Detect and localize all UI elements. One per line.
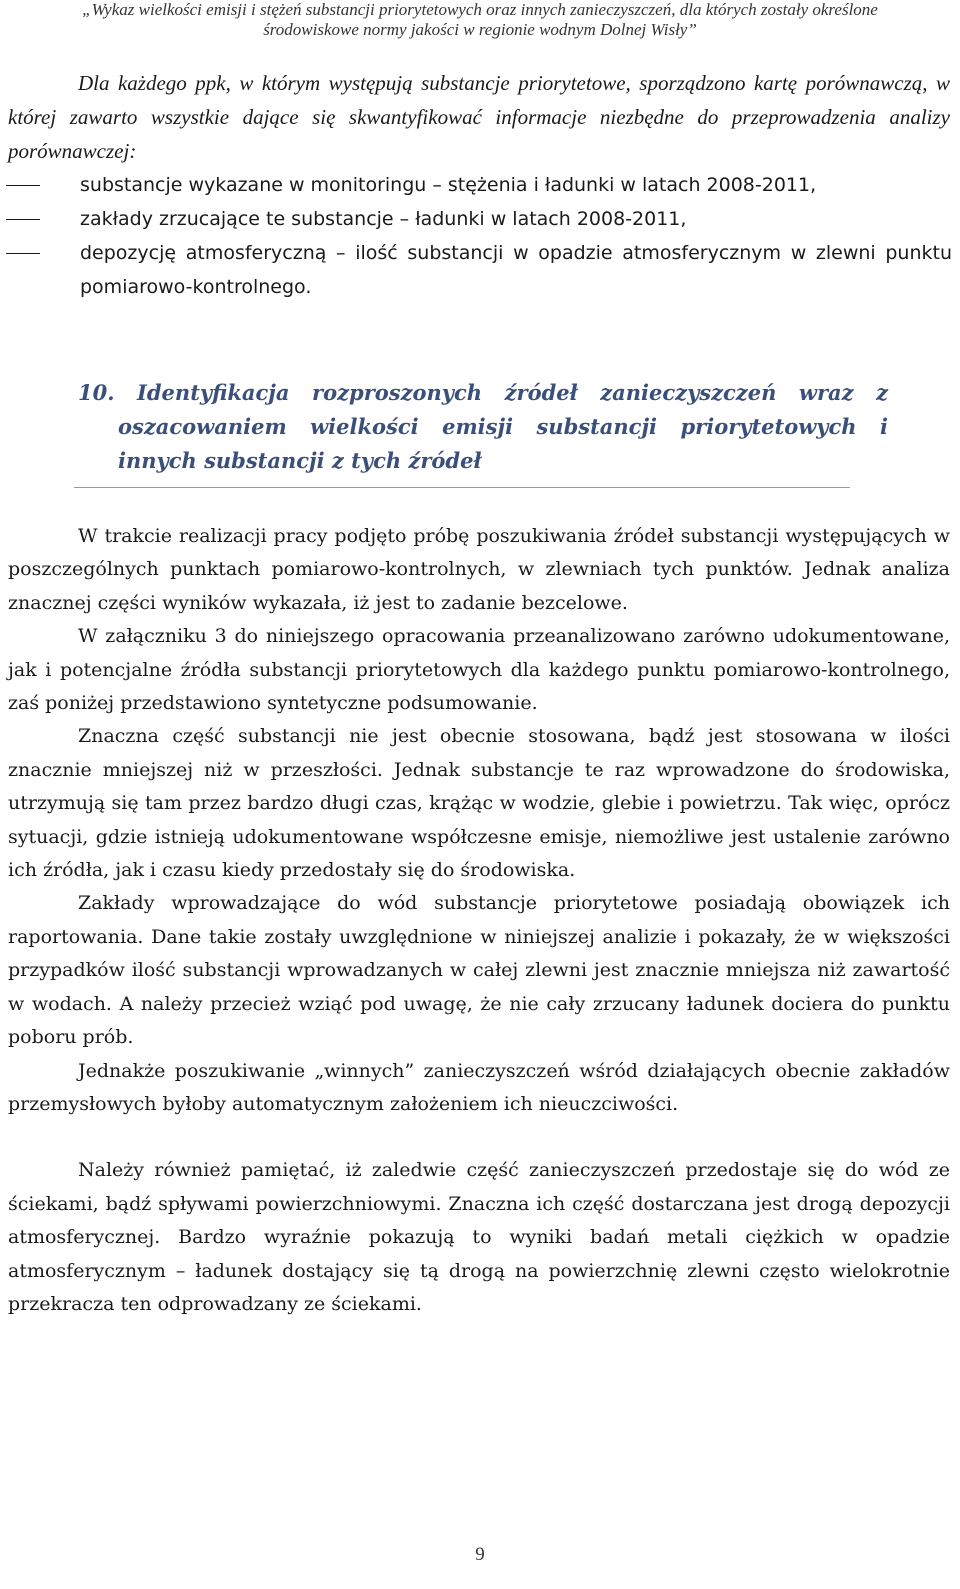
body-paragraph: Zakłady wprowadzające do wód substancje priorytetowe posiadają obowiązek ich raportowania. Dane takie zostały uwzględnione w niniejszej analizie i pokazały, że w większości przypadków ilość substancji wprowadzanych w całej zlewni jest znacznie mniejsza niż zawartość w wodach. A należy przecież wziąć pod uwagę, że nie cały zrzucany ładunek dociera do punktu poboru prób. [8, 892, 950, 1049]
body-paragraph: Należy również pamiętać, iż zaledwie część zanieczyszczeń przedostaje się do wód ze ściekami, bądź spływami powierzchniowymi. Znaczna ich część dostarczana jest drogą depozycji atmosferycznej. Bardzo wyraźnie pokazują to wyniki badań metali ciężkich w opadzie atmosferycznym – ładunek dostający się tą drogą na powierzchnię zlewni często wielokrotnie przekracza ten odprowadzany ze ściekami. [8, 1159, 950, 1315]
section-heading: 10. Identyfikacja rozproszonych źródeł zanieczyszczeń wraz z oszacowaniem wielkości emisji substancji priorytetowych i innych substancji z tych źródeł [78, 380, 888, 473]
dash-list [0, 168, 952, 304]
dash-bullet-icon [6, 185, 40, 186]
list-item-text: depozycję atmosferyczną – ilość substancji w opadzie atmosferycznym w zlewni punktu pomiarowo-kontrolnego. [80, 242, 952, 298]
body-paragraph: Jednakże poszukiwanie „winnych” zanieczyszczeń wśród działających obecnie zakładów przemysłowych byłoby automatycznym założeniem ich nieuczciwości. [8, 1059, 950, 1115]
body-paragraph: Znaczna część substancji nie jest obecnie stosowana, bądź jest stosowana w ilości znacznie mniejszej niż w przeszłości. Jednak substancje te raz wprowadzone do środowiska, utrzymują się tam przez bardzo długi czas, krążąc w wodzie, glebie i powietrzu. Tak więc, oprócz sytuacji, gdzie istnieją udokumentowane współczesne emisje, niemożliwe jest ustalenie zarówno ich źródła, jak i czasu kiedy przedostały się do środowiska. [8, 725, 950, 882]
body-paragraph: W trakcie realizacji pracy podjęto próbę poszukiwania źródeł substancji występujących w poszczególnych punktach pomiarowo-kontrolnych, w zlewniach tych punktów. Jednak analiza znacznej części wyników wykazała, iż jest to zadanie bezcelowe. [8, 525, 950, 614]
running-header [0, 0, 960, 40]
list-item-text: zakłady zrzucające te substancje – ładunki w latach 2008-2011, [80, 208, 687, 230]
list-item [0, 202, 952, 236]
page-number: 9 [475, 1544, 485, 1565]
heading-divider [74, 487, 850, 488]
intro-paragraph: Dla każdego ppk, w którym występują substancje priorytetowe, sporządzono kartę porównawczą, w której zawarto wszystkie dające się skwantyfikować informacje niezbędne do przeprowadzenia analizy porównawczej: [8, 71, 950, 163]
dash-bullet-icon [6, 219, 40, 220]
list-item [0, 236, 952, 304]
body-text [8, 520, 950, 1321]
dash-bullet-icon [6, 253, 40, 254]
body-paragraph: W załączniku 3 do niniejszego opracowania przeanalizowano zarówno udokumentowane, jak i potencjalne źródła substancji priorytetowych dla każdego punktu pomiarowo-kontrolnego, zaś poniżej przedstawiono syntetyczne podsumowanie. [8, 625, 950, 715]
running-header-line-2: środowiskowe normy jakości w regionie wodnym Dolnej Wisły” [263, 20, 697, 39]
list-item [0, 168, 952, 202]
running-header-line-1: „Wykaz wielkości emisji i stężeń substancji priorytetowych oraz innych zanieczyszczeń, dla których zostały określone [82, 0, 878, 19]
list-item-text: substancje wykazane w monitoringu – stężenia i ładunki w latach 2008-2011, [80, 174, 817, 196]
